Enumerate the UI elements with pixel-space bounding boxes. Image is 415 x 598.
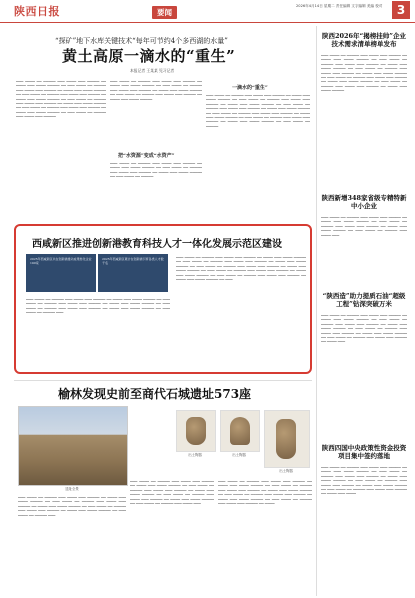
pottery-photo xyxy=(264,410,310,468)
brief-text: ▁▁▁ ▁▁▁▁ ▁▁ ▁▁▁▁▁ ▁▁▁ ▁▁▁▁ ▁▁▁ ▁▁▁▁▁ ▁▁ ▁▁▁▁ ▁▁▁ ▁▁▁▁ ▁▁▁▁▁ ▁▁ ▁▁▁ ▁▁▁▁ ▁▁ ▁▁▁▁▁ ▁▁▁ ▁▁▁▁ ▁▁▁ ▁▁▁▁▁ ▁▁ ▁▁▁▁ ▁▁▁ ▁▁▁▁ ▁▁▁▁▁ ▁▁ ▁▁▁ ▁▁▁▁ ▁▁ ▁▁▁▁▁ ▁▁▁ ▁▁▁▁ ▁▁▁ xyxy=(321,214,407,236)
brief-headline: 陕西新增348家省级专精特新中小企业 xyxy=(321,194,407,210)
bottom-text-column: ▁▁▁ ▁▁▁▁ ▁▁ ▁▁▁▁▁ ▁▁▁ ▁▁▁▁ ▁▁▁ ▁▁▁▁▁ ▁▁ ▁▁▁▁ ▁▁▁ ▁▁▁▁ ▁▁▁▁▁ ▁▁ ▁▁▁ ▁▁▁▁ ▁▁ ▁▁▁▁▁ ▁▁▁ ▁▁▁▁ ▁▁▁ ▁▁▁▁▁ ▁▁ ▁▁▁▁ ▁▁▁ ▁▁▁▁ ▁▁▁▁▁ ▁▁ ▁▁▁ ▁▁▁▁ ▁▁ ▁▁▁▁▁ ▁▁▁ ▁▁▁▁ ▁▁▁ ▁▁▁▁▁ ▁▁ ▁▁▁▁ ▁▁▁ ▁▁▁▁ ▁▁▁▁▁ ▁▁ ▁▁▁ ▁▁▁▁ ▁▁ ▁▁▁▁▁ ▁▁▁ xyxy=(18,494,126,516)
highlight-text: 2025年西咸新区共在创新港推动成果转化企业190家 xyxy=(30,257,92,266)
brief-headline: 陕西四国中央政策性资金投资项目集中签约落地 xyxy=(321,444,407,460)
photo-caption: 出土陶器 xyxy=(279,469,293,473)
site-photo xyxy=(18,406,128,486)
body-text-column: ▁▁▁ ▁▁▁▁ ▁▁ ▁▁▁▁▁ ▁▁▁ ▁▁▁▁ ▁▁▁ ▁▁▁▁▁ ▁▁ ▁▁▁▁ ▁▁▁ ▁▁▁▁ ▁▁▁▁▁ ▁▁ ▁▁▁ ▁▁▁▁ ▁▁ ▁▁▁▁▁ ▁▁▁ ▁▁▁▁ ▁▁▁ ▁▁▁▁▁ ▁▁ ▁▁▁▁ ▁▁▁ ▁▁▁▁ ▁▁▁▁▁ ▁▁ ▁▁▁ ▁▁▁▁ ▁▁ ▁▁▁▁▁ xyxy=(110,160,202,178)
bottom-text-column: ▁▁▁ ▁▁▁▁ ▁▁ ▁▁▁▁▁ ▁▁▁ ▁▁▁▁ ▁▁▁ ▁▁▁▁▁ ▁▁ ▁▁▁▁ ▁▁▁ ▁▁▁▁ ▁▁▁▁▁ ▁▁ ▁▁▁ ▁▁▁▁ ▁▁ ▁▁▁▁▁ ▁▁▁ ▁▁▁▁ ▁▁▁ ▁▁▁▁▁ ▁▁ ▁▁▁▁ ▁▁▁ ▁▁▁▁ ▁▁▁▁▁ ▁▁ ▁▁▁ ▁▁▁▁ ▁▁ ▁▁▁▁▁ ▁▁▁ ▁▁▁▁ ▁▁▁ ▁▁▁▁▁ ▁▁ ▁▁▁▁ ▁▁▁ ▁▁▁▁ ▁▁▁▁▁ ▁▁ ▁▁▁ ▁▁▁▁ ▁▁ ▁▁▁▁▁ ▁▁▁ ▁▁▁▁ ▁▁▁ ▁▁▁▁▁ ▁▁ ▁▁▁▁ xyxy=(218,478,312,505)
highlight-text: 2025年西咸新区累计在创新港引育各类人才数千名 xyxy=(102,257,164,266)
brief-text: ▁▁▁ ▁▁▁▁ ▁▁ ▁▁▁▁▁ ▁▁▁ ▁▁▁▁ ▁▁▁ ▁▁▁▁▁ ▁▁ ▁▁▁▁ ▁▁▁ ▁▁▁▁ ▁▁▁▁▁ ▁▁ ▁▁▁ ▁▁▁▁ ▁▁ ▁▁▁▁▁ ▁▁▁ ▁▁▁▁ ▁▁▁ ▁▁▁▁▁ ▁▁ ▁▁▁▁ ▁▁▁ ▁▁▁▁ ▁▁▁▁▁ ▁▁ ▁▁▁ ▁▁▁▁ ▁▁ ▁▁▁▁▁ ▁▁▁ ▁▁▁▁ ▁▁▁ ▁▁▁▁▁ ▁▁ ▁▁▁▁ ▁▁▁ ▁▁▁▁ ▁▁▁▁▁ ▁▁ ▁▁▁ ▁▁▁▁ ▁▁ ▁▁▁▁▁ ▁▁▁ ▁▁▁▁ ▁▁▁ ▁▁▁▁▁ ▁▁ ▁▁▁▁ ▁▁▁ xyxy=(321,312,407,343)
feature-text: ▁▁▁ ▁▁▁▁ ▁▁ ▁▁▁▁▁ ▁▁▁ ▁▁▁▁ ▁▁▁ ▁▁▁▁▁ ▁▁ ▁▁▁▁ ▁▁▁ ▁▁▁▁ ▁▁▁▁▁ ▁▁ ▁▁▁ ▁▁▁▁ ▁▁ ▁▁▁▁▁ ▁▁▁ ▁▁▁▁ ▁▁▁ ▁▁▁▁▁ ▁▁ ▁▁▁▁ ▁▁▁ ▁▁▁▁ ▁▁▁▁▁ ▁▁ ▁▁▁ ▁▁▁▁ ▁▁ ▁▁▁▁▁ ▁▁▁ ▁▁▁▁ ▁▁▁ ▁▁▁▁▁ ▁▁ ▁▁▁▁ ▁▁▁ ▁▁▁▁ ▁▁▁▁▁ ▁▁ ▁▁▁ ▁▁▁▁ ▁▁ ▁▁▁▁▁ ▁▁▁ ▁▁▁▁ ▁▁▁ ▁▁▁▁▁ ▁▁ ▁▁▁▁ ▁▁▁ ▁▁▁▁ ▁▁▁▁▁ ▁▁ ▁▁▁ ▁▁▁▁ ▁▁ ▁▁▁▁▁ ▁▁▁ ▁▁▁▁ ▁▁▁ ▁▁▁▁▁ ▁▁ ▁▁▁▁ ▁▁▁ ▁▁▁▁ ▁▁▁▁▁ ▁▁ ▁▁▁ xyxy=(176,254,306,281)
photo-caption: 出土陶器 xyxy=(188,453,202,457)
brief-headline: 陕西2026年“揭榜挂帅”企业技术需求清单榜单发布 xyxy=(321,32,407,48)
section-tab: 要闻 xyxy=(152,6,177,19)
photo-caption: 遗址全景 xyxy=(65,487,79,491)
brief-headline: “陕西造”助力提质石油“超级工程”钻深突破万米 xyxy=(322,292,406,308)
lead-subhead: 一滴水的“重生” xyxy=(232,85,268,91)
pottery-vessel xyxy=(230,417,250,445)
feature-story-box xyxy=(14,224,312,374)
photo-caption: 出土陶器 xyxy=(232,453,246,457)
lead-kicker: “探矿”地下水库关键技术“每年可节约4个多西湖的水量” xyxy=(55,37,228,45)
body-text-column: ▁▁▁ ▁▁▁▁ ▁▁ ▁▁▁▁▁ ▁▁▁ ▁▁▁▁ ▁▁▁ ▁▁▁▁▁ ▁▁ ▁▁▁▁ ▁▁▁ ▁▁▁▁ ▁▁▁▁▁ ▁▁ ▁▁▁ ▁▁▁▁ ▁▁ ▁▁▁▁▁ ▁▁▁ ▁▁▁▁ ▁▁▁ ▁▁▁▁▁ ▁▁ ▁▁▁▁ ▁▁▁ ▁▁▁▁ ▁▁▁▁▁ ▁▁ ▁▁▁ ▁▁▁▁ ▁▁ ▁▁▁▁▁ ▁▁▁ ▁▁▁▁ ▁▁▁ ▁▁▁▁▁ ▁▁ ▁▁▁▁ ▁▁▁ ▁▁▁▁ ▁▁▁▁▁ xyxy=(110,78,202,100)
newspaper-logo: 陕西日报 xyxy=(14,5,60,18)
right-news-column xyxy=(316,26,411,596)
highlight-panel xyxy=(26,254,96,292)
pottery-photo xyxy=(220,410,260,452)
feature-headline: 西咸新区推进创新港教育科技人才一体化发展示范区建设 xyxy=(32,239,282,250)
bottom-headline: 榆林发现史前至商代石城遗址573座 xyxy=(58,387,252,401)
pottery-vessel xyxy=(186,417,206,445)
divider xyxy=(14,380,312,381)
lead-headline: 黄土高原一滴水的“重生” xyxy=(62,47,236,65)
body-text-column: ▁▁▁ ▁▁▁▁ ▁▁ ▁▁▁▁▁ ▁▁▁ ▁▁▁▁ ▁▁▁ ▁▁▁▁▁ ▁▁ ▁▁▁▁ ▁▁▁ ▁▁▁▁ ▁▁▁▁▁ ▁▁ ▁▁▁ ▁▁▁▁ ▁▁ ▁▁▁▁▁ ▁▁▁ ▁▁▁▁ ▁▁▁ ▁▁▁▁▁ ▁▁ ▁▁▁▁ ▁▁▁ ▁▁▁▁ ▁▁▁▁▁ ▁▁ ▁▁▁ ▁▁▁▁ ▁▁ ▁▁▁▁▁ ▁▁▁ ▁▁▁▁ ▁▁▁ ▁▁▁▁▁ ▁▁ ▁▁▁▁ ▁▁▁ ▁▁▁▁ ▁▁▁▁▁ ▁▁ ▁▁▁ ▁▁▁▁ ▁▁ ▁▁▁▁▁ ▁▁▁ ▁▁▁▁ ▁▁▁ ▁▁▁▁▁ ▁▁ ▁▁▁▁ ▁▁▁ ▁▁▁▁ ▁▁▁▁▁ ▁▁ ▁▁▁ ▁▁▁▁ ▁▁ ▁▁▁▁▁ ▁▁▁ ▁▁▁▁ ▁▁▁ ▁▁▁▁▁ ▁▁ ▁▁▁▁ ▁▁▁ ▁▁▁▁ ▁▁▁▁▁ ▁▁ ▁▁▁ ▁▁▁▁ ▁▁ ▁▁▁▁▁ xyxy=(206,92,310,127)
pottery-vessel xyxy=(276,419,296,459)
lead-subhead: 把“水资源”变成“水资产” xyxy=(118,153,175,159)
pottery-photo xyxy=(176,410,216,452)
highlight-panel xyxy=(98,254,168,292)
brief-text: ▁▁▁ ▁▁▁▁ ▁▁ ▁▁▁▁▁ ▁▁▁ ▁▁▁▁ ▁▁▁ ▁▁▁▁▁ ▁▁ ▁▁▁▁ ▁▁▁ ▁▁▁▁ ▁▁▁▁▁ ▁▁ ▁▁▁ ▁▁▁▁ ▁▁ ▁▁▁▁▁ ▁▁▁ ▁▁▁▁ ▁▁▁ ▁▁▁▁▁ ▁▁ ▁▁▁▁ ▁▁▁ ▁▁▁▁ ▁▁▁▁▁ ▁▁ ▁▁▁ ▁▁▁▁ ▁▁ ▁▁▁▁▁ ▁▁▁ ▁▁▁▁ ▁▁▁ ▁▁▁▁▁ ▁▁ ▁▁▁▁ ▁▁▁ ▁▁▁▁ ▁▁▁▁▁ ▁▁ ▁▁▁ ▁▁▁▁ ▁▁ ▁▁▁▁▁ ▁▁▁ ▁▁▁▁ ▁▁▁ ▁▁▁▁▁ ▁▁ ▁▁▁▁ ▁▁▁ ▁▁▁▁ xyxy=(321,464,407,495)
bottom-text-column: ▁▁▁ ▁▁▁▁ ▁▁ ▁▁▁▁▁ ▁▁▁ ▁▁▁▁ ▁▁▁ ▁▁▁▁▁ ▁▁ ▁▁▁▁ ▁▁▁ ▁▁▁▁ ▁▁▁▁▁ ▁▁ ▁▁▁ ▁▁▁▁ ▁▁ ▁▁▁▁▁ ▁▁▁ ▁▁▁▁ ▁▁▁ ▁▁▁▁▁ ▁▁ ▁▁▁▁ ▁▁▁ ▁▁▁▁ ▁▁▁▁▁ ▁▁ ▁▁▁ ▁▁▁▁ ▁▁ ▁▁▁▁▁ ▁▁▁ ▁▁▁▁ ▁▁▁ ▁▁▁▁▁ ▁▁ ▁▁▁▁ ▁▁▁ ▁▁▁▁ ▁▁▁▁▁ ▁▁ ▁▁▁ ▁▁▁▁ ▁▁ ▁▁▁▁▁ ▁▁▁ ▁▁▁▁ ▁▁▁ xyxy=(130,478,214,505)
masthead xyxy=(0,0,415,23)
feature-text: ▁▁▁ ▁▁▁▁ ▁▁ ▁▁▁▁▁ ▁▁▁ ▁▁▁▁ ▁▁▁ ▁▁▁▁▁ ▁▁ ▁▁▁▁ ▁▁▁ ▁▁▁▁ ▁▁▁▁▁ ▁▁ ▁▁▁ ▁▁▁▁ ▁▁ ▁▁▁▁▁ ▁▁▁ ▁▁▁▁ ▁▁▁ ▁▁▁▁▁ ▁▁ ▁▁▁▁ ▁▁▁ ▁▁▁▁ ▁▁▁▁▁ ▁▁ ▁▁▁ ▁▁▁▁ ▁▁ ▁▁▁▁▁ ▁▁▁ ▁▁▁▁ ▁▁▁ ▁▁▁▁▁ ▁▁ ▁▁▁▁ ▁▁▁ ▁▁▁▁ ▁▁▁▁▁ ▁▁ ▁▁▁ ▁▁▁▁ ▁▁ ▁▁▁▁▁ ▁▁▁ xyxy=(26,296,170,314)
lead-byline: 本报记者 王某某 见习记者 xyxy=(130,68,175,73)
issue-line: 2026年4月14日 星期二 责任编辑 文字编辑 美编 校对 xyxy=(296,4,383,8)
page-number: 3 xyxy=(392,1,410,19)
body-text-column: ▁▁▁ ▁▁▁▁ ▁▁ ▁▁▁▁▁ ▁▁▁ ▁▁▁▁ ▁▁▁ ▁▁▁▁▁ ▁▁ ▁▁▁▁ ▁▁▁ ▁▁▁▁ ▁▁▁▁▁ ▁▁ ▁▁▁ ▁▁▁▁ ▁▁ ▁▁▁▁▁ ▁▁▁ ▁▁▁▁ ▁▁▁ ▁▁▁▁▁ ▁▁ ▁▁▁▁ ▁▁▁ ▁▁▁▁ ▁▁▁▁▁ ▁▁ ▁▁▁ ▁▁▁▁ ▁▁ ▁▁▁▁▁ ▁▁▁ ▁▁▁▁ ▁▁▁ ▁▁▁▁▁ ▁▁ ▁▁▁▁ ▁▁▁ ▁▁▁▁ ▁▁▁▁▁ ▁▁ ▁▁▁ ▁▁▁▁ ▁▁ ▁▁▁▁▁ ▁▁▁ ▁▁▁▁ ▁▁▁ ▁▁▁▁▁ ▁▁ ▁▁▁▁ ▁▁▁ ▁▁▁▁ ▁▁▁▁▁ ▁▁ ▁▁▁ ▁▁▁▁ ▁▁ ▁▁▁▁▁ ▁▁▁ ▁▁▁▁ ▁▁▁ ▁▁▁▁▁ ▁▁ ▁▁▁▁ ▁▁▁ ▁▁▁▁ ▁▁▁▁▁ ▁▁ ▁▁▁ ▁▁▁▁ ▁▁ ▁▁▁▁▁ ▁▁▁ ▁▁▁▁ ▁▁▁ ▁▁▁▁▁ xyxy=(16,78,106,118)
brief-text: ▁▁▁ ▁▁▁▁ ▁▁ ▁▁▁▁▁ ▁▁▁ ▁▁▁▁ ▁▁▁ ▁▁▁▁▁ ▁▁ ▁▁▁▁ ▁▁▁ ▁▁▁▁ ▁▁▁▁▁ ▁▁ ▁▁▁ ▁▁▁▁ ▁▁ ▁▁▁▁▁ ▁▁▁ ▁▁▁▁ ▁▁▁ ▁▁▁▁▁ ▁▁ ▁▁▁▁ ▁▁▁ ▁▁▁▁ ▁▁▁▁▁ ▁▁ ▁▁▁ ▁▁▁▁ ▁▁ ▁▁▁▁▁ ▁▁▁ ▁▁▁▁ ▁▁▁ ▁▁▁▁▁ ▁▁ ▁▁▁▁ ▁▁▁ ▁▁▁▁ ▁▁▁▁▁ ▁▁ ▁▁▁ ▁▁▁▁ ▁▁ ▁▁▁▁▁ ▁▁▁ ▁▁▁▁ ▁▁▁ ▁▁▁▁▁ ▁▁ ▁▁▁▁ ▁▁▁ ▁▁▁▁ ▁▁▁▁▁ ▁▁ ▁▁▁ ▁▁▁▁ ▁▁ ▁▁▁▁▁ ▁▁▁ ▁▁▁▁ ▁▁▁ ▁▁▁▁▁ ▁▁ ▁▁▁▁ ▁▁▁ ▁▁▁▁ ▁▁▁▁▁ xyxy=(321,52,407,92)
